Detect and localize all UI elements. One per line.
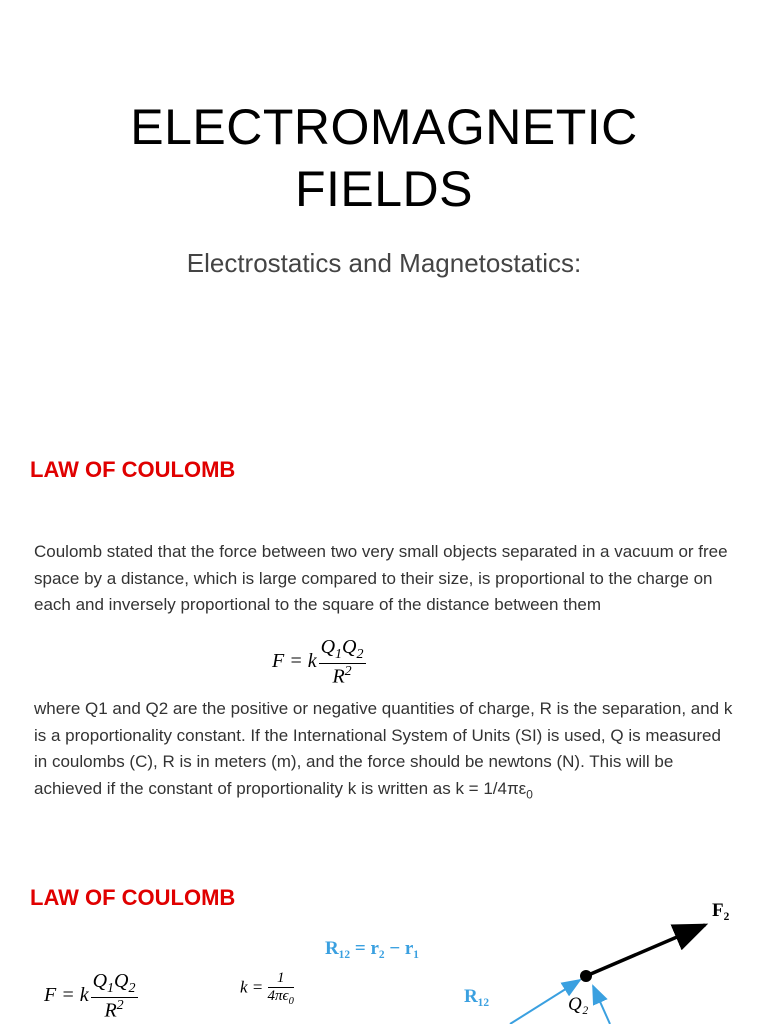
r12-label: R₁₂ (464, 986, 490, 1007)
charge-q2-point (580, 970, 592, 982)
paragraph-2-text: where Q1 and Q2 are the positive or negative quantities of charge, R is the separation, and k is a proportionality constant. If the International System of Units (SI) is used, Q is measured in coulombs (C), R is in meters (m), and the force should be newtons (N). This will be achieved if the constant of proportionality k is written as k = 1/4πε (34, 699, 733, 798)
coulomb-paragraph-2 (34, 696, 734, 807)
title-line-2: FIELDS (294, 161, 474, 217)
formula-small-numerator: $Q_1Q_2$ (92, 970, 136, 996)
formula-small-lhs: F = k (44, 983, 89, 1006)
vector-equation: R₁₂ = r₂ − r₁ (325, 938, 420, 959)
formula-small-denominator: $R^2$ (104, 998, 124, 1022)
section-heading-2: LAW OF COULOMB (30, 885, 236, 910)
k-formula-denominator: $4\pi\epsilon_0$ (267, 988, 294, 1007)
formula-denominator: $R^2$ (332, 664, 352, 688)
page-title (0, 96, 768, 220)
r2-vector (593, 986, 610, 1024)
section-heading-1: LAW OF COULOMB (30, 457, 236, 482)
coulomb-formula-small (44, 970, 138, 1023)
formula-lhs: F = k (272, 649, 317, 672)
coulomb-paragraph-1: Coulomb stated that the force between two very small objects separated in a vacuum or free space by a distance, which is large compared to their size, is proportional to the charge on each and inversely proportional to the square of the distance between them (34, 542, 728, 614)
page-subtitle: Electrostatics and Magnetostatics: (186, 248, 582, 278)
f2-label: F₂ (712, 900, 730, 921)
force-vector-f2 (586, 925, 705, 976)
q2-label: Q₂ (568, 994, 589, 1015)
formula-numerator: $Q_1Q_2$ (320, 636, 364, 662)
title-line-1: ELECTROMAGNETIC (130, 99, 638, 155)
k-formula-lhs: k = (240, 977, 264, 997)
coulomb-formula (272, 636, 366, 689)
epsilon-subscript: 0 (526, 786, 533, 801)
k-formula (240, 970, 294, 1007)
k-formula-numerator: 1 (268, 970, 294, 988)
